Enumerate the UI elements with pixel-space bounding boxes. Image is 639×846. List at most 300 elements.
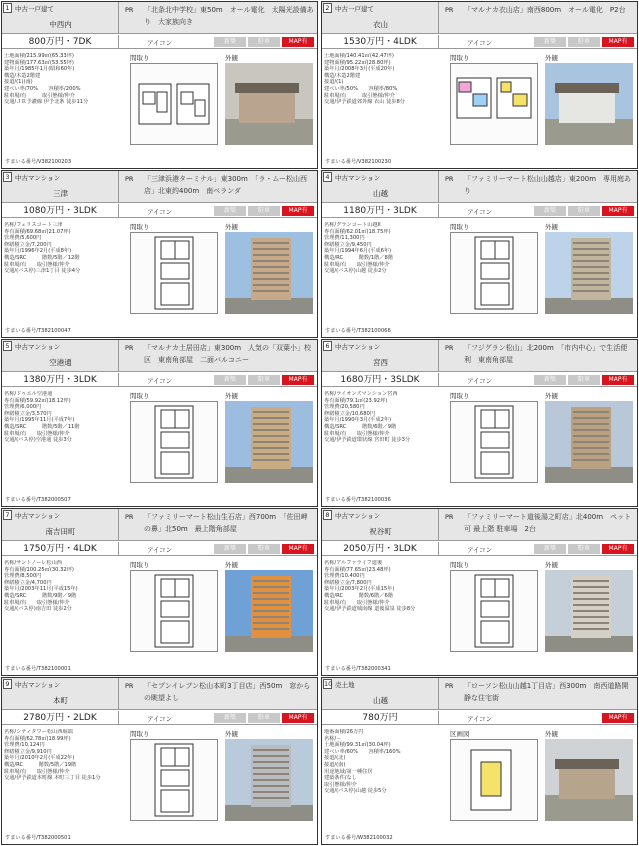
pr-text: 「ファミリーマート松山生石店」西700m 「佐田岬の鼻」北50m 最上階角部屋 <box>144 513 308 533</box>
listing-header <box>322 340 439 372</box>
listing-card[interactable] <box>1 339 318 507</box>
icon-row <box>119 542 317 556</box>
map-button[interactable]: MAP有 <box>282 375 314 385</box>
spec-line: 建ぺい率/60% 容積率/160% <box>324 748 401 755</box>
floorplan-image[interactable] <box>130 570 218 652</box>
exterior-photo <box>225 232 313 314</box>
exterior-photo <box>545 401 633 483</box>
pr-row <box>439 340 637 372</box>
spec-line: 駐車場/有 取引態様/仲介 <box>4 92 75 99</box>
map-button[interactable]: MAP有 <box>602 544 634 554</box>
spec-line: 築年月/2010年2月(平成22年) <box>4 755 75 762</box>
spec-line: 管理費/8,500円 <box>4 573 42 580</box>
listing-card[interactable] <box>1 508 318 676</box>
area-name: 祝谷町 <box>369 527 392 536</box>
spec-line: 名称/フェリスコート三津 <box>4 222 63 228</box>
spec-line: 交通/(バス停)三津1丁目 徒歩4分 <box>4 268 81 275</box>
spec-line: 土地面積/215.99㎡(65.33坪) <box>4 53 74 59</box>
listing-header <box>322 2 439 34</box>
floorplan-drawing <box>131 233 217 313</box>
listing-card[interactable] <box>1 170 318 338</box>
spec-list <box>4 53 117 106</box>
pr-text: 「北条北中学校」東50m オール電化 太陽光設備あり 大家族向き <box>144 6 314 26</box>
icon-label: アイコン <box>147 546 173 554</box>
spec-list <box>324 729 437 795</box>
parking-badge: 駐車 <box>568 37 600 47</box>
spec-line: 名称/アルファライフ道後 <box>324 560 383 566</box>
spec-line: 建ぺい率/70% 容積率/200% <box>4 85 81 92</box>
spec-list <box>4 222 117 275</box>
spec-line: 駐車場/有 取引態様/仲介 <box>4 261 70 268</box>
listing-code: すまいる番号/V382100230 <box>325 159 392 165</box>
spec-line: 修繕積立金/9,910円 <box>4 748 52 755</box>
spec-line: 土地面積/140.41㎡(42.47坪) <box>324 53 394 59</box>
listing-number: 3 <box>3 172 12 182</box>
spec-line: 専有面積/77.65㎡(23.48坪) <box>324 566 391 573</box>
spec-line: 専有面積/62.78㎡(18.99坪) <box>4 735 71 742</box>
pr-label: PR <box>125 682 134 690</box>
spec-line: 交通/(バス停)南吉田 徒歩2分 <box>4 606 72 613</box>
listing-number: 7 <box>3 510 12 520</box>
exterior-image[interactable] <box>225 232 313 314</box>
pr-text: 「マルナカ衣山店」南西800m オール電化 P2台 <box>464 6 626 14</box>
icon-label: アイコン <box>467 546 493 554</box>
spec-line: 接道/(南) <box>324 761 346 768</box>
exterior-image[interactable] <box>225 739 313 821</box>
area-name: 宮西 <box>373 358 388 367</box>
floorplan-drawing <box>131 64 217 144</box>
pr-row <box>119 509 317 541</box>
exterior-image[interactable] <box>545 739 633 821</box>
price-layout: 2780万円・2LDK <box>2 711 119 725</box>
exterior-photo <box>225 401 313 483</box>
map-button[interactable]: MAP有 <box>282 713 314 723</box>
spec-line: 管理費/20,580円 <box>324 404 365 411</box>
spec-line: 交通/ＪＲ予讃線 伊予北条 徒歩11分 <box>4 99 89 106</box>
spec-line: 修繕積立金/4,700円 <box>4 579 52 586</box>
floorplan-caption: 間取り <box>130 561 150 569</box>
spec-line: 交通/(バス停)山越 徒歩2分 <box>324 268 387 275</box>
pr-label: PR <box>125 344 134 352</box>
listing-number: 2 <box>323 3 332 13</box>
area-name: 山越 <box>373 696 388 705</box>
parking-badge: 駐車 <box>248 375 280 385</box>
listing-card[interactable] <box>321 1 638 169</box>
spec-line: 築年月/2003年11月(平成15年) <box>4 586 78 593</box>
pr-text: 「ローソン松山山越1丁目店」西300m 南西道路開静な住宅街 <box>464 682 629 702</box>
spec-line: 構造/RC 階数/5階／19階 <box>4 761 77 768</box>
spec-line: 管理費/11,300円 <box>324 235 365 242</box>
property-type: 中古マンション <box>335 512 381 520</box>
listing-card[interactable] <box>1 1 318 169</box>
exterior-image[interactable] <box>545 63 633 145</box>
property-type: 売土地 <box>335 681 355 689</box>
icon-label: アイコン <box>147 377 173 385</box>
exterior-image[interactable] <box>225 570 313 652</box>
listing-header <box>2 171 119 203</box>
price-layout: 1080万円・3LDK <box>2 204 119 218</box>
spec-line: 名称/サントノーレ松山西 <box>4 560 62 566</box>
map-button[interactable]: MAP有 <box>282 544 314 554</box>
spec-line: 建物面積/95.22㎡(28.80坪) <box>324 59 391 66</box>
property-type: 中古マンション <box>15 681 61 689</box>
spec-line: 修繕積立金/3,570円 <box>4 410 52 417</box>
icon-row <box>119 204 317 218</box>
property-type: 中古一戸建て <box>15 5 54 13</box>
pr-label: PR <box>445 682 454 690</box>
spec-line: 名称/ドゥエル空港通 <box>4 391 53 397</box>
exterior-caption: 外観 <box>545 392 558 400</box>
spec-list <box>4 729 117 782</box>
listing-number: 6 <box>323 341 332 351</box>
exterior-caption: 外観 <box>545 730 558 738</box>
spec-line: 修繕積立金/9,450円 <box>324 241 372 248</box>
area-name: 空港通 <box>49 358 72 367</box>
listing-code: すまいる番号/T382100036 <box>325 497 391 503</box>
listing-header <box>2 340 119 372</box>
icon-row <box>439 35 637 49</box>
listing-header <box>322 678 439 710</box>
icon-label: アイコン <box>147 39 173 47</box>
floorplan-image[interactable] <box>130 401 218 483</box>
spec-line: 専有面積/100.25㎡(30.32坪) <box>4 566 74 573</box>
new-build-badge: 新築 <box>214 544 246 554</box>
pr-label: PR <box>445 6 454 14</box>
price-layout: 1180万円・3LDK <box>322 204 439 218</box>
property-type: 中古マンション <box>15 174 61 182</box>
floorplan-image[interactable] <box>450 739 538 821</box>
listing-number: 8 <box>323 510 332 520</box>
map-button[interactable]: MAP有 <box>602 37 634 47</box>
spec-line: 専有面積/69.68㎡(21.07坪) <box>4 228 71 235</box>
new-build-badge: 新築 <box>534 375 566 385</box>
listing-code: すまいる番号/T382000341 <box>325 666 391 672</box>
listing-card[interactable] <box>321 339 638 507</box>
spec-line: 用途地域/第一種住居 <box>324 768 373 775</box>
pr-row <box>119 171 317 203</box>
spec-line: 管理費/6,000円 <box>4 404 42 411</box>
spec-line: 建築条件/なし <box>324 775 357 782</box>
floorplan-drawing <box>451 740 537 820</box>
floorplan-caption: 間取り <box>450 223 470 231</box>
listing-number: 1 <box>3 3 12 13</box>
new-build-badge: 新築 <box>534 206 566 216</box>
floorplan-caption: 間取り <box>130 54 150 62</box>
floorplan-caption: 間取り <box>130 730 150 738</box>
property-type: 中古マンション <box>335 343 381 351</box>
listing-header <box>2 509 119 541</box>
exterior-photo <box>545 739 633 821</box>
map-button[interactable]: MAP有 <box>282 37 314 47</box>
floorplan-drawing <box>451 571 537 651</box>
pr-text: 「ファミリーマート道後湯之町店」北400m ペット可 最上階 駐車場 2台 <box>464 513 632 533</box>
spec-line: 建ぺい率/50% 容積率/80% <box>324 85 398 92</box>
floorplan-image[interactable] <box>130 232 218 314</box>
exterior-photo <box>225 739 313 821</box>
floorplan-drawing <box>451 233 537 313</box>
price-layout: 780万円 <box>322 711 439 725</box>
pr-text: 「三津浜港ターミナル」東300m 「ラ・ムー松山西店」北東約400m 南ベランダ <box>144 175 307 195</box>
spec-line: 専有面積/62.01㎡(18.75坪) <box>324 228 391 235</box>
icon-label: アイコン <box>467 715 493 723</box>
exterior-photo <box>545 63 633 145</box>
exterior-photo <box>545 232 633 314</box>
floorplan-drawing <box>451 64 537 144</box>
exterior-image[interactable] <box>225 401 313 483</box>
icon-row <box>119 35 317 49</box>
spec-line: 構造/木造2階建 <box>4 72 41 79</box>
property-type: 中古マンション <box>335 174 381 182</box>
parking-badge: 駐車 <box>568 544 600 554</box>
icon-label: アイコン <box>147 208 173 216</box>
spec-line: 地番面積/26万円 <box>324 729 364 735</box>
spec-line: 交通/(バス停)山越 徒歩5分 <box>324 788 387 795</box>
listing-number: 9 <box>3 679 12 689</box>
icon-row <box>119 373 317 387</box>
spec-line: 名称/ライオンズマンション宮西 <box>324 391 398 397</box>
spec-line: 修繕積立金/7,200円 <box>4 241 52 248</box>
floorplan-caption: 間取り <box>450 54 470 62</box>
area-name: 衣山 <box>373 20 388 29</box>
exterior-photo <box>545 570 633 652</box>
area-name: 三津 <box>53 189 68 198</box>
new-build-badge: 新築 <box>214 375 246 385</box>
exterior-photo <box>225 570 313 652</box>
spec-line: 駐車場/有 取引態様/仲介 <box>324 599 390 606</box>
spec-line: 取引態様/仲介 <box>324 781 357 788</box>
area-name: 中西内 <box>49 20 72 29</box>
parking-badge: 駐車 <box>248 713 280 723</box>
floorplan-drawing <box>131 402 217 482</box>
pr-row <box>439 678 637 710</box>
spec-line: 名称/－ <box>324 735 342 742</box>
pr-label: PR <box>125 6 134 14</box>
floorplan-caption: 区画図 <box>450 730 470 738</box>
listing-code: すまいる番号/T382000501 <box>5 835 71 841</box>
exterior-image[interactable] <box>545 570 633 652</box>
spec-line: 土地面積/99.31㎡(30.04坪) <box>324 742 391 749</box>
exterior-photo <box>225 63 313 145</box>
exterior-caption: 外観 <box>545 223 558 231</box>
icon-row <box>439 542 637 556</box>
price-layout: 1380万円・3LDK <box>2 373 119 387</box>
listing-grid <box>1 1 638 845</box>
spec-line: 築年月/1996年2月(平成8年) <box>4 248 72 255</box>
exterior-caption: 外観 <box>225 730 238 738</box>
spec-line: 交通/伊予鉄道環状線 宮田町 徒歩3分 <box>324 437 411 444</box>
area-name: 本町 <box>53 696 68 705</box>
spec-line: 管理費/10,400円 <box>324 573 365 580</box>
spec-line: 構造/SRC 階数/9階／9階 <box>4 592 77 599</box>
new-build-badge: 新築 <box>534 544 566 554</box>
exterior-image[interactable] <box>545 401 633 483</box>
price-layout: 2050万円・3LDK <box>322 542 439 556</box>
floorplan-caption: 間取り <box>450 561 470 569</box>
icon-row <box>439 204 637 218</box>
spec-line: 駐車場/有 取引態様/仲介 <box>324 430 390 437</box>
spec-list <box>324 560 437 613</box>
map-button[interactable]: MAP有 <box>282 206 314 216</box>
listing-card[interactable] <box>321 170 638 338</box>
floorplan-drawing <box>131 740 217 820</box>
exterior-caption: 外観 <box>225 223 238 231</box>
listing-code: すまいる番号/T382100001 <box>5 666 71 672</box>
map-button[interactable]: MAP有 <box>602 206 634 216</box>
area-name: 山越 <box>373 189 388 198</box>
spec-line: 修繕積立金/7,800円 <box>324 579 372 586</box>
spec-line: 築年月/1994年6月(平成6年) <box>324 248 392 255</box>
map-button[interactable]: MAP有 <box>602 375 634 385</box>
exterior-image[interactable] <box>225 63 313 145</box>
floorplan-drawing <box>131 571 217 651</box>
listing-header <box>322 509 439 541</box>
exterior-caption: 外観 <box>225 392 238 400</box>
spec-line: 構造/SRC 階数/5階／12階 <box>4 254 80 261</box>
price-layout: 800万円・7DK <box>2 35 119 49</box>
floorplan-drawing <box>451 402 537 482</box>
spec-list <box>4 391 117 444</box>
listing-number: 5 <box>3 341 12 351</box>
listing-number: 4 <box>323 172 332 182</box>
parking-badge: 駐車 <box>248 544 280 554</box>
spec-line: 管理費/10,124円 <box>4 742 45 749</box>
floorplan-caption: 間取り <box>130 223 150 231</box>
spec-line: 接道/(北) <box>324 755 346 762</box>
new-build-badge: 新築 <box>214 713 246 723</box>
spec-line: 構造/RC 階数/6階／6階 <box>324 592 393 599</box>
spec-line: 駐車場/有 取引態様/仲介 <box>324 92 395 99</box>
listing-card[interactable] <box>1 677 318 845</box>
area-name: 南吉田町 <box>45 527 76 536</box>
pr-row <box>119 2 317 34</box>
property-type: 中古一戸建て <box>335 5 374 13</box>
spec-list <box>324 391 437 444</box>
spec-line: 駐車場/有 取引態様/仲介 <box>324 261 390 268</box>
spec-line: 駐車場/有 取引態様/仲介 <box>4 430 70 437</box>
property-type: 中古マンション <box>15 343 61 351</box>
spec-line: 駐車場/有 取引態様/仲介 <box>4 768 70 775</box>
spec-line: 築年月/1995年11月(平成7年) <box>4 417 75 424</box>
spec-line: 交通/伊予鉄道本町線 本町三丁目 徒歩1分 <box>4 775 101 782</box>
icon-label: アイコン <box>147 715 173 723</box>
listing-code: すまいる番号/T382000507 <box>5 497 71 503</box>
floorplan-caption: 間取り <box>450 392 470 400</box>
pr-row <box>119 678 317 710</box>
spec-line: 構造/SRC 階数/5階／11階 <box>4 423 80 430</box>
spec-line: 接道/(1)(南) <box>4 79 33 86</box>
spec-line: 交通/伊予鉄道郊外線 衣山 徒歩8分 <box>324 99 405 106</box>
spec-list <box>4 560 117 613</box>
listing-header <box>2 2 119 34</box>
floorplan-image[interactable] <box>450 63 538 145</box>
listing-header <box>2 678 119 710</box>
floorplan-image[interactable] <box>450 232 538 314</box>
pr-label: PR <box>445 513 454 521</box>
floorplan-image[interactable] <box>130 63 218 145</box>
pr-label: PR <box>445 175 454 183</box>
spec-line: 専有面積/79.1㎡(23.92坪) <box>324 397 388 404</box>
spec-list <box>324 222 437 275</box>
spec-line: 構造/RC 階数/1階／8階 <box>324 254 393 261</box>
spec-line: 名称/グランコート山越II <box>324 222 381 228</box>
icon-label: アイコン <box>467 39 493 47</box>
pr-text: 「フジグラン松山」北200m 「市内中心」で生活便利 東南角部屋 <box>464 344 628 364</box>
icon-label: アイコン <box>467 208 493 216</box>
spec-list <box>324 53 437 106</box>
pr-label: PR <box>125 175 134 183</box>
exterior-caption: 外観 <box>545 54 558 62</box>
price-layout: 1530万円・4LDK <box>322 35 439 49</box>
listing-header <box>322 171 439 203</box>
pr-text: 「マルナカ土居田店」東300m 人気の「双葉小」校区 東南角部屋 二面バルコニー <box>144 344 312 364</box>
spec-line: 構造/木造2階建 <box>324 72 361 79</box>
spec-line: 専有面積/59.92㎡(18.12坪) <box>4 397 71 404</box>
price-layout: 1750万円・4LDK <box>2 542 119 556</box>
spec-line: 築年月/1990年3月(平成2年) <box>324 417 392 424</box>
spec-line: 交通/(バス停)空港通 徒歩3分 <box>4 437 72 444</box>
listing-code: すまいる番号/T382100066 <box>325 328 391 334</box>
property-type: 中古マンション <box>15 512 61 520</box>
map-button[interactable]: MAP有 <box>602 713 634 723</box>
listing-card[interactable] <box>321 677 638 845</box>
new-build-badge: 新築 <box>214 206 246 216</box>
spec-line: 築年月/1985年1月(昭和60年) <box>4 66 75 73</box>
exterior-caption: 外観 <box>225 54 238 62</box>
parking-badge: 駐車 <box>248 37 280 47</box>
pr-row <box>439 509 637 541</box>
price-layout: 1680万円・3SLDK <box>322 373 439 387</box>
listing-number: 10 <box>324 680 333 688</box>
pr-text: 「ファミリーマート松山山越店」東200m 専用庭あり <box>464 175 632 195</box>
spec-line: 管理費/5,600円 <box>4 235 42 242</box>
listing-code: すまいる番号/W382100032 <box>325 835 393 841</box>
new-build-badge: 新築 <box>534 37 566 47</box>
exterior-caption: 外観 <box>225 561 238 569</box>
parking-badge: 駐車 <box>568 206 600 216</box>
parking-badge: 駐車 <box>248 206 280 216</box>
parking-badge: 駐車 <box>568 375 600 385</box>
exterior-image[interactable] <box>545 232 633 314</box>
pr-text: 「セブンイレブン松山本町3丁目店」西50m 窓からの眺望よし <box>144 682 311 702</box>
listing-card[interactable] <box>321 508 638 676</box>
new-build-badge: 新築 <box>214 37 246 47</box>
spec-line: 修繕積立金/10,680円 <box>324 410 376 417</box>
icon-row <box>439 373 637 387</box>
spec-line: 接道/(1) <box>324 79 344 86</box>
spec-line: 交通/伊予鉄道城南線 道後温泉 徒歩8分 <box>324 606 416 613</box>
spec-line: 築年月/2003年2月(平成15年) <box>324 586 395 593</box>
floorplan-caption: 間取り <box>130 392 150 400</box>
pr-row <box>439 171 637 203</box>
pr-label: PR <box>125 513 134 521</box>
listing-code: すまいる番号/T382100047 <box>5 328 71 334</box>
icon-row <box>439 711 637 725</box>
spec-line: 建物面積/177.63㎡(53.55坪) <box>4 59 74 66</box>
icon-label: アイコン <box>467 377 493 385</box>
floorplan-image[interactable] <box>450 401 538 483</box>
icon-row <box>119 711 317 725</box>
floorplan-image[interactable] <box>450 570 538 652</box>
pr-label: PR <box>445 344 454 352</box>
floorplan-image[interactable] <box>130 739 218 821</box>
listing-code: すまいる番号/V382100203 <box>5 159 72 165</box>
spec-line: 構造/SRC 階数/6階／9階 <box>324 423 397 430</box>
pr-row <box>119 340 317 372</box>
exterior-caption: 外観 <box>545 561 558 569</box>
pr-row <box>439 2 637 34</box>
spec-line: 駐車場/有 取引態様/仲介 <box>4 599 70 606</box>
spec-line: 築年月/2008年3月(平成20年) <box>324 66 395 73</box>
